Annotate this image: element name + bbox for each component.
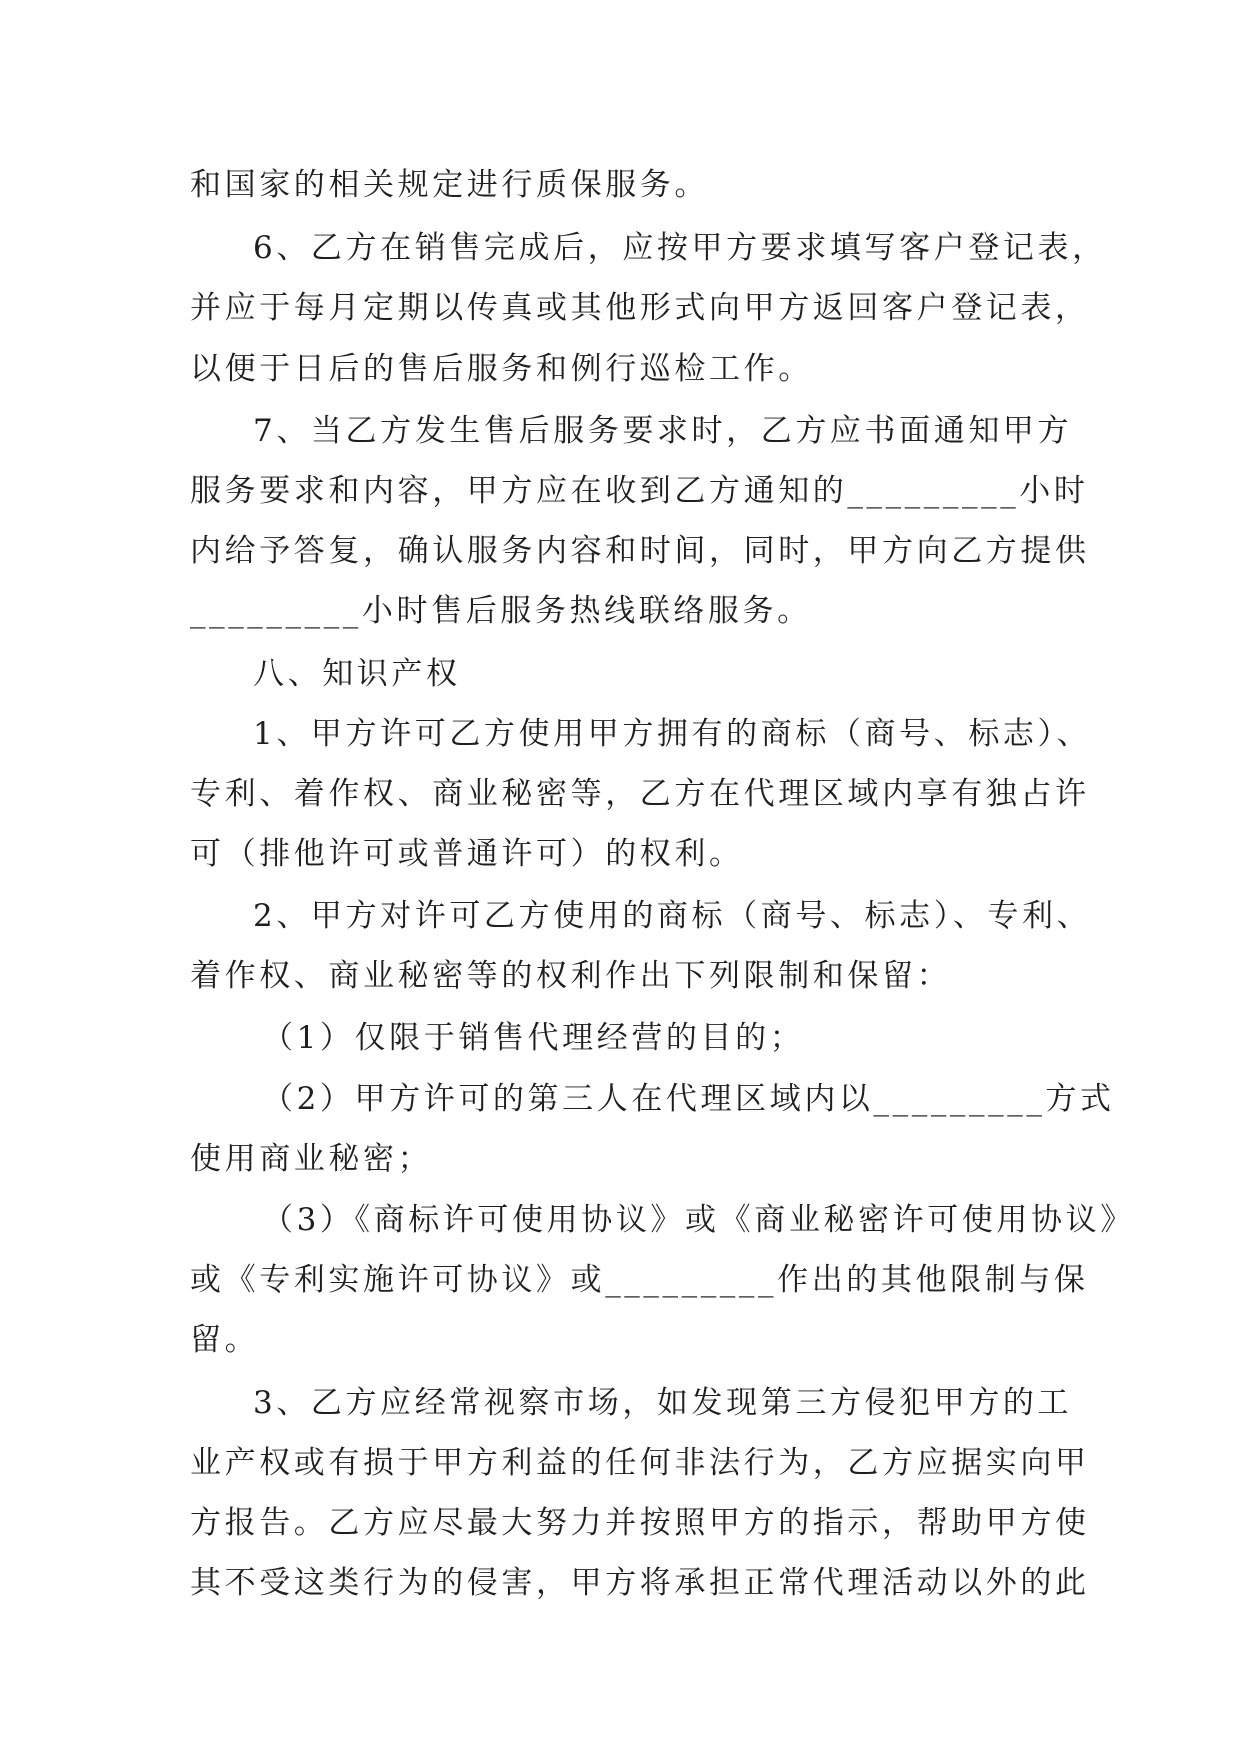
- text-line: 内给予答复，确认服务内容和时间，同时，甲方向乙方提供: [190, 533, 1090, 569]
- text-line: 以便于日后的售后服务和例行巡检工作。: [190, 351, 813, 387]
- text-line: 留。: [190, 1322, 260, 1358]
- list-item-1: （1）仅限于销售代理经营的目的；: [262, 1020, 805, 1056]
- text-line: 着作权、商业秘密等的权利作出下列限制和保留：: [190, 958, 952, 994]
- text-line: 其不受这类行为的侵害，甲方将承担正常代理活动以外的此: [190, 1565, 1090, 1601]
- text-line: 并应于每月定期以传真或其他形式向甲方返回客户登记表，: [190, 290, 1090, 326]
- list-item-3: （3）《商标许可使用协议》或《商业秘密许可使用协议》: [262, 1202, 1135, 1238]
- paragraph-2-line: 2、甲方对许可乙方使用的商标（商号、标志）、专利、: [253, 898, 1092, 934]
- text-line: 或《专利实施许可协议》或_________作出的其他限制与保: [190, 1262, 1089, 1298]
- paragraph-6-line: 6、乙方在销售完成后，应按甲方要求填写客户登记表，: [253, 230, 1107, 266]
- paragraph-3-line: 3、乙方应经常视察市场，如发现第三方侵犯甲方的工: [253, 1385, 1073, 1421]
- text-line: _________小时售后服务热线联络服务。: [190, 593, 812, 629]
- list-item-2: （2）甲方许可的第三人在代理区域内以_________方式: [262, 1081, 1115, 1117]
- section-heading: 八、知识产权: [253, 656, 461, 692]
- text-line: 服务要求和内容，甲方应在收到乙方通知的_________小时: [190, 473, 1089, 509]
- text-line: 使用商业秘密；: [190, 1141, 433, 1177]
- text-line: 和国家的相关规定进行质保服务。: [190, 167, 709, 203]
- text-line: 专利、着作权、商业秘密等，乙方在代理区域内享有独占许: [190, 776, 1090, 812]
- text-line: 可（排他许可或普通许可）的权利。: [190, 836, 744, 872]
- paragraph-1-line: 1、甲方许可乙方使用甲方拥有的商标（商号、标志）、: [253, 716, 1092, 752]
- text-line: 业产权或有损于甲方利益的任何非法行为，乙方应据实向甲: [190, 1445, 1090, 1481]
- paragraph-7-line: 7、当乙方发生售后服务要求时，乙方应书面通知甲方: [253, 413, 1073, 449]
- text-line: 方报告。乙方应尽最大努力并按照甲方的指示，帮助甲方使: [190, 1505, 1090, 1541]
